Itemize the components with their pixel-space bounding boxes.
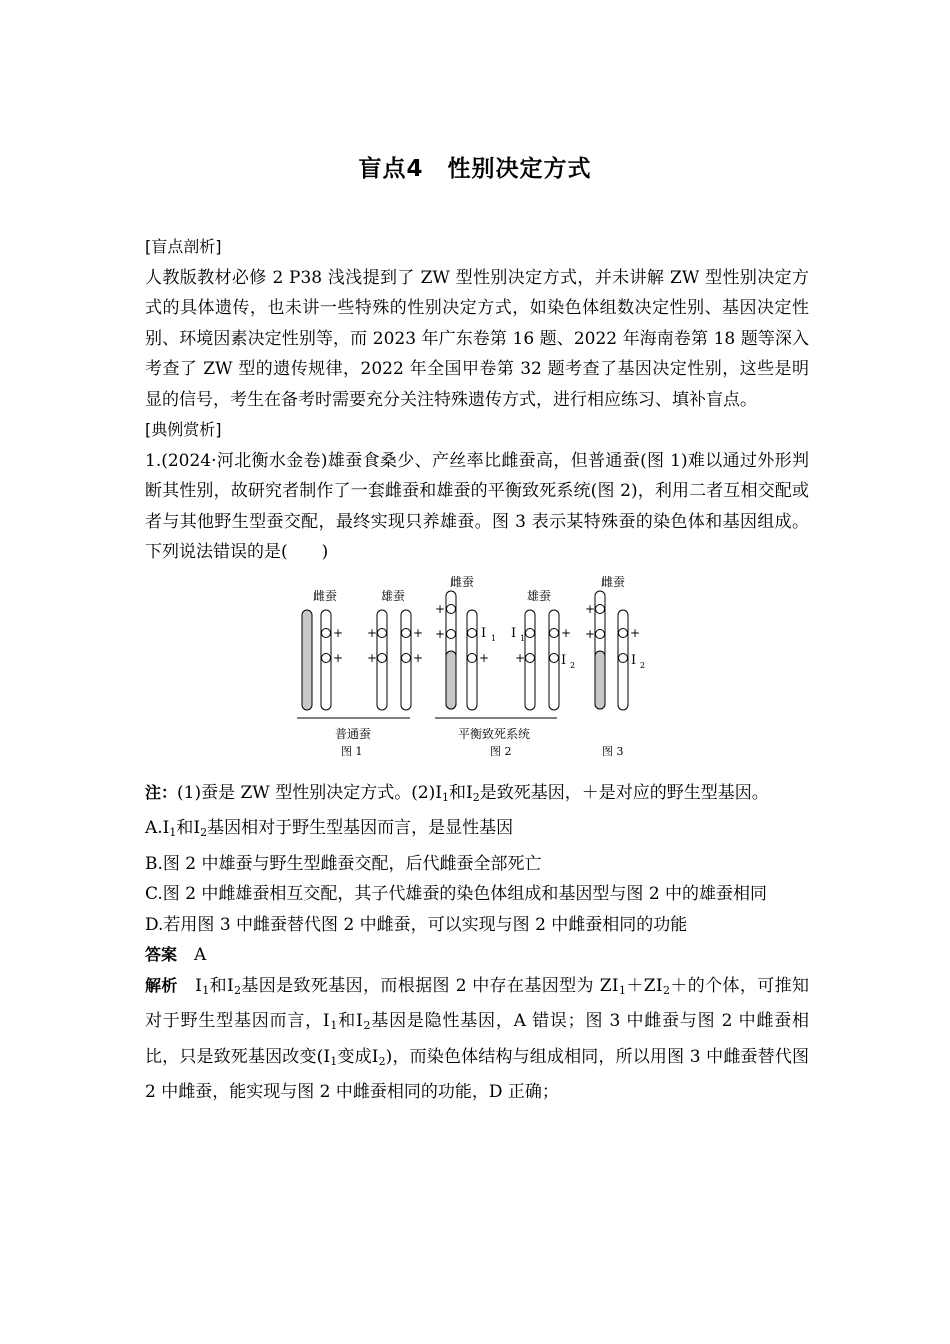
content-body [145, 232, 809, 1108]
analysis-paragraph: 人教版教材必修 2 P38 浅浅提到了 ZW 型性别决定方式，并未讲解 ZW 型性别决定方式的具体遗传，也未讲一些特殊的性别决定方式，如染色体组数决定性别、基因决定性别、环境因素决定性别等，而 2023 年广东卷第 16 题、2022 年海南卷第 18 题等深入考查了 ZW 型的遗传规律，2022 年全国甲卷第 32 题考查了基因决定性别，这些是明显的信号，考生在备考时需要充分关注特殊遗传方式，进行相应练习、填补盲点。 [145, 267, 809, 410]
fig2-female-plus-1: + [435, 601, 446, 616]
fig3-plus-1: + [585, 601, 596, 616]
page-title: 盲点4 性别决定方式 [358, 156, 592, 182]
note-sub-1: 1 [442, 790, 449, 804]
explain-s5: 1 [330, 1019, 338, 1032]
fig2-female-z-locus-top [468, 628, 477, 637]
question-stem: 1.(2024·河北衡水金卷)雄蚕食桑少、产丝率比雌蚕高，但普通蚕(图 1)难以通过外形判断其性别，故研究者制作了一套雌蚕和雄蚕的平衡致死系统(图 2)，利用二者互相交配或者与其他野生型蚕交配，最终实现只养雄蚕。图 3 表示某特殊蚕的染色体和基因组成。下列说法错误的是( ) [145, 450, 809, 562]
option-b: B.图 2 中雄蚕与野生型雌蚕交配，后代雌蚕全部死亡 [145, 853, 542, 874]
note-label: 注： [145, 782, 178, 802]
fig3-gene2: Ⅰ [631, 652, 637, 668]
fig1-male-plus-2: + [367, 650, 378, 665]
fig2-male-z2-locus-bottom [550, 653, 559, 662]
fig2-female-w-locus-bottom [447, 629, 456, 638]
note-text-1: (1)蚕是 ZW 型性别决定方式。(2)Ⅰ [177, 782, 442, 803]
example-header: [典例赏析] [145, 420, 222, 439]
option-a-sub-1: 1 [169, 826, 177, 839]
fig1-female-plus-top: + [333, 625, 344, 640]
explain-s7: 1 [330, 1054, 338, 1068]
answer-line [145, 940, 809, 971]
fig2-female-plus-2: + [435, 626, 446, 641]
fig1-group-label: 普通蚕 [335, 726, 372, 741]
fig1-male-z2-locus-bottom [402, 653, 411, 662]
note-text-2: 和Ⅰ [449, 782, 473, 803]
fig2-male-plus-1: + [515, 650, 526, 665]
fig2-female-gene1: Ⅰ [481, 625, 487, 641]
explain-t8: 变成Ⅰ [337, 1046, 379, 1067]
explain-t3: 基因是致死基因，而根据图 2 中存在基因型为 ZⅠ [241, 975, 619, 996]
explain-s2: 2 [234, 983, 242, 997]
explain-s4: 2 [663, 983, 670, 997]
fig2-caption: 图 2 [490, 744, 512, 758]
fig1-male-z1-locus-top [378, 628, 387, 637]
explain-t2: 和Ⅰ [209, 975, 235, 996]
fig1-male-plus-4: + [413, 650, 424, 665]
answer-value: A [194, 945, 207, 965]
option-c: C.图 2 中雌雄蚕相互交配，其子代雄蚕的染色体组成和基因型与图 2 中的雄蚕相同 [145, 884, 768, 904]
explain-t4: ＋ZⅠ [625, 975, 663, 996]
note-text-3: 是致死基因，＋是对应的野生型基因。 [479, 782, 769, 803]
explain-t9: )，而染色体结构与组成相同，所以用图 3 中雌蚕替代图 2 中雌蚕，能实现与图 2 中雌蚕相同的功能，D 正确； [145, 1046, 809, 1102]
fig2-group-label: 平衡致死系统 [458, 726, 531, 741]
fig2-male-plus-2: + [561, 625, 572, 640]
explanation-label: 解析 [145, 975, 178, 995]
explain-t5: ＋的个体，可推知对于野生型基因而言，Ⅰ [145, 975, 809, 1031]
fig1-female-locus-top [322, 628, 331, 637]
fig2-female-w-locus-top [447, 604, 456, 613]
fig1-male-label: 雄蚕 [381, 588, 406, 603]
fig1-male-z1-locus-bottom [378, 653, 387, 662]
fig1-female-plus-bottom: + [333, 650, 344, 665]
fig1-male-plus-3: + [413, 625, 424, 640]
option-a-sub-2: 2 [200, 826, 208, 839]
explain-s3: 1 [618, 983, 626, 997]
option-a-text-2: 和Ⅰ [176, 818, 201, 838]
fig1-caption: 图 1 [341, 744, 363, 758]
explanation-paragraph [145, 971, 809, 1108]
option-a-text-3: 基因相对于野生型基因而言，是显性基因 [207, 818, 514, 838]
answer-label: 答案 [145, 945, 178, 964]
silkworm-chromosome-figure [145, 576, 809, 772]
explain-s6: 2 [363, 1019, 371, 1032]
fig2-female-label: 雌蚕 [450, 575, 475, 589]
explain-t6: 和Ⅰ [337, 1011, 364, 1031]
explain-s1: 1 [202, 983, 210, 997]
fig2-female-w-shaded [446, 651, 456, 709]
fig1-female-locus-bottom [322, 653, 331, 662]
fig2-male-gene2: Ⅰ [561, 652, 567, 668]
option-a [145, 813, 809, 849]
fig2-female-z-locus-bottom [468, 653, 477, 662]
fig2-male-gene1: Ⅰ [511, 625, 517, 641]
figure-note [145, 778, 809, 814]
fig2-male-gene1-sub: 1 [520, 633, 526, 643]
fig3-w-locus-top [596, 604, 605, 613]
fig3-w-shaded [595, 651, 605, 709]
fig2-male-z1-locus-bottom [526, 653, 535, 662]
fig1-male-z2-locus-top [402, 628, 411, 637]
figure-svg [295, 576, 655, 766]
analysis-header: [盲点剖析] [145, 237, 222, 256]
fig3-z-locus-top [619, 628, 628, 637]
explain-t1: Ⅰ [177, 975, 203, 996]
fig2-male-z1-locus-top [526, 628, 535, 637]
explain-s8: 2 [378, 1054, 386, 1068]
fig2-female-gene1-sub: 1 [491, 633, 497, 643]
fig2-male-z2-locus-top [550, 628, 559, 637]
fig1-male-plus-1: + [367, 625, 378, 640]
fig3-caption: 图 3 [602, 744, 624, 758]
fig2-male-gene2-sub: 2 [570, 660, 576, 670]
option-d: D.若用图 3 中雌蚕替代图 2 中雌蚕，可以实现与图 2 中雌蚕相同的功能 [145, 914, 688, 935]
fig2-male-label: 雄蚕 [527, 588, 552, 603]
fig3-female-label: 雌蚕 [601, 575, 626, 589]
fig3-w-locus-bottom [596, 629, 605, 638]
fig1-female-w-chromosome [302, 610, 312, 710]
explain-t7: 基因是隐性基因，A 错误；图 3 中雌蚕与图 2 中雌蚕相比，只是致死基因改变(Ⅰ [145, 1011, 809, 1067]
note-sub-2: 2 [472, 790, 480, 804]
fig3-z-locus-bottom [619, 653, 628, 662]
fig1-female-label: 雌蚕 [313, 588, 338, 603]
fig3-gene2-sub: 2 [640, 660, 646, 670]
fig3-plus-3: + [630, 625, 641, 640]
option-a-text-1: A.Ⅰ [145, 818, 170, 838]
fig2-female-plus-3: + [479, 650, 490, 665]
fig3-plus-2: + [585, 626, 596, 641]
